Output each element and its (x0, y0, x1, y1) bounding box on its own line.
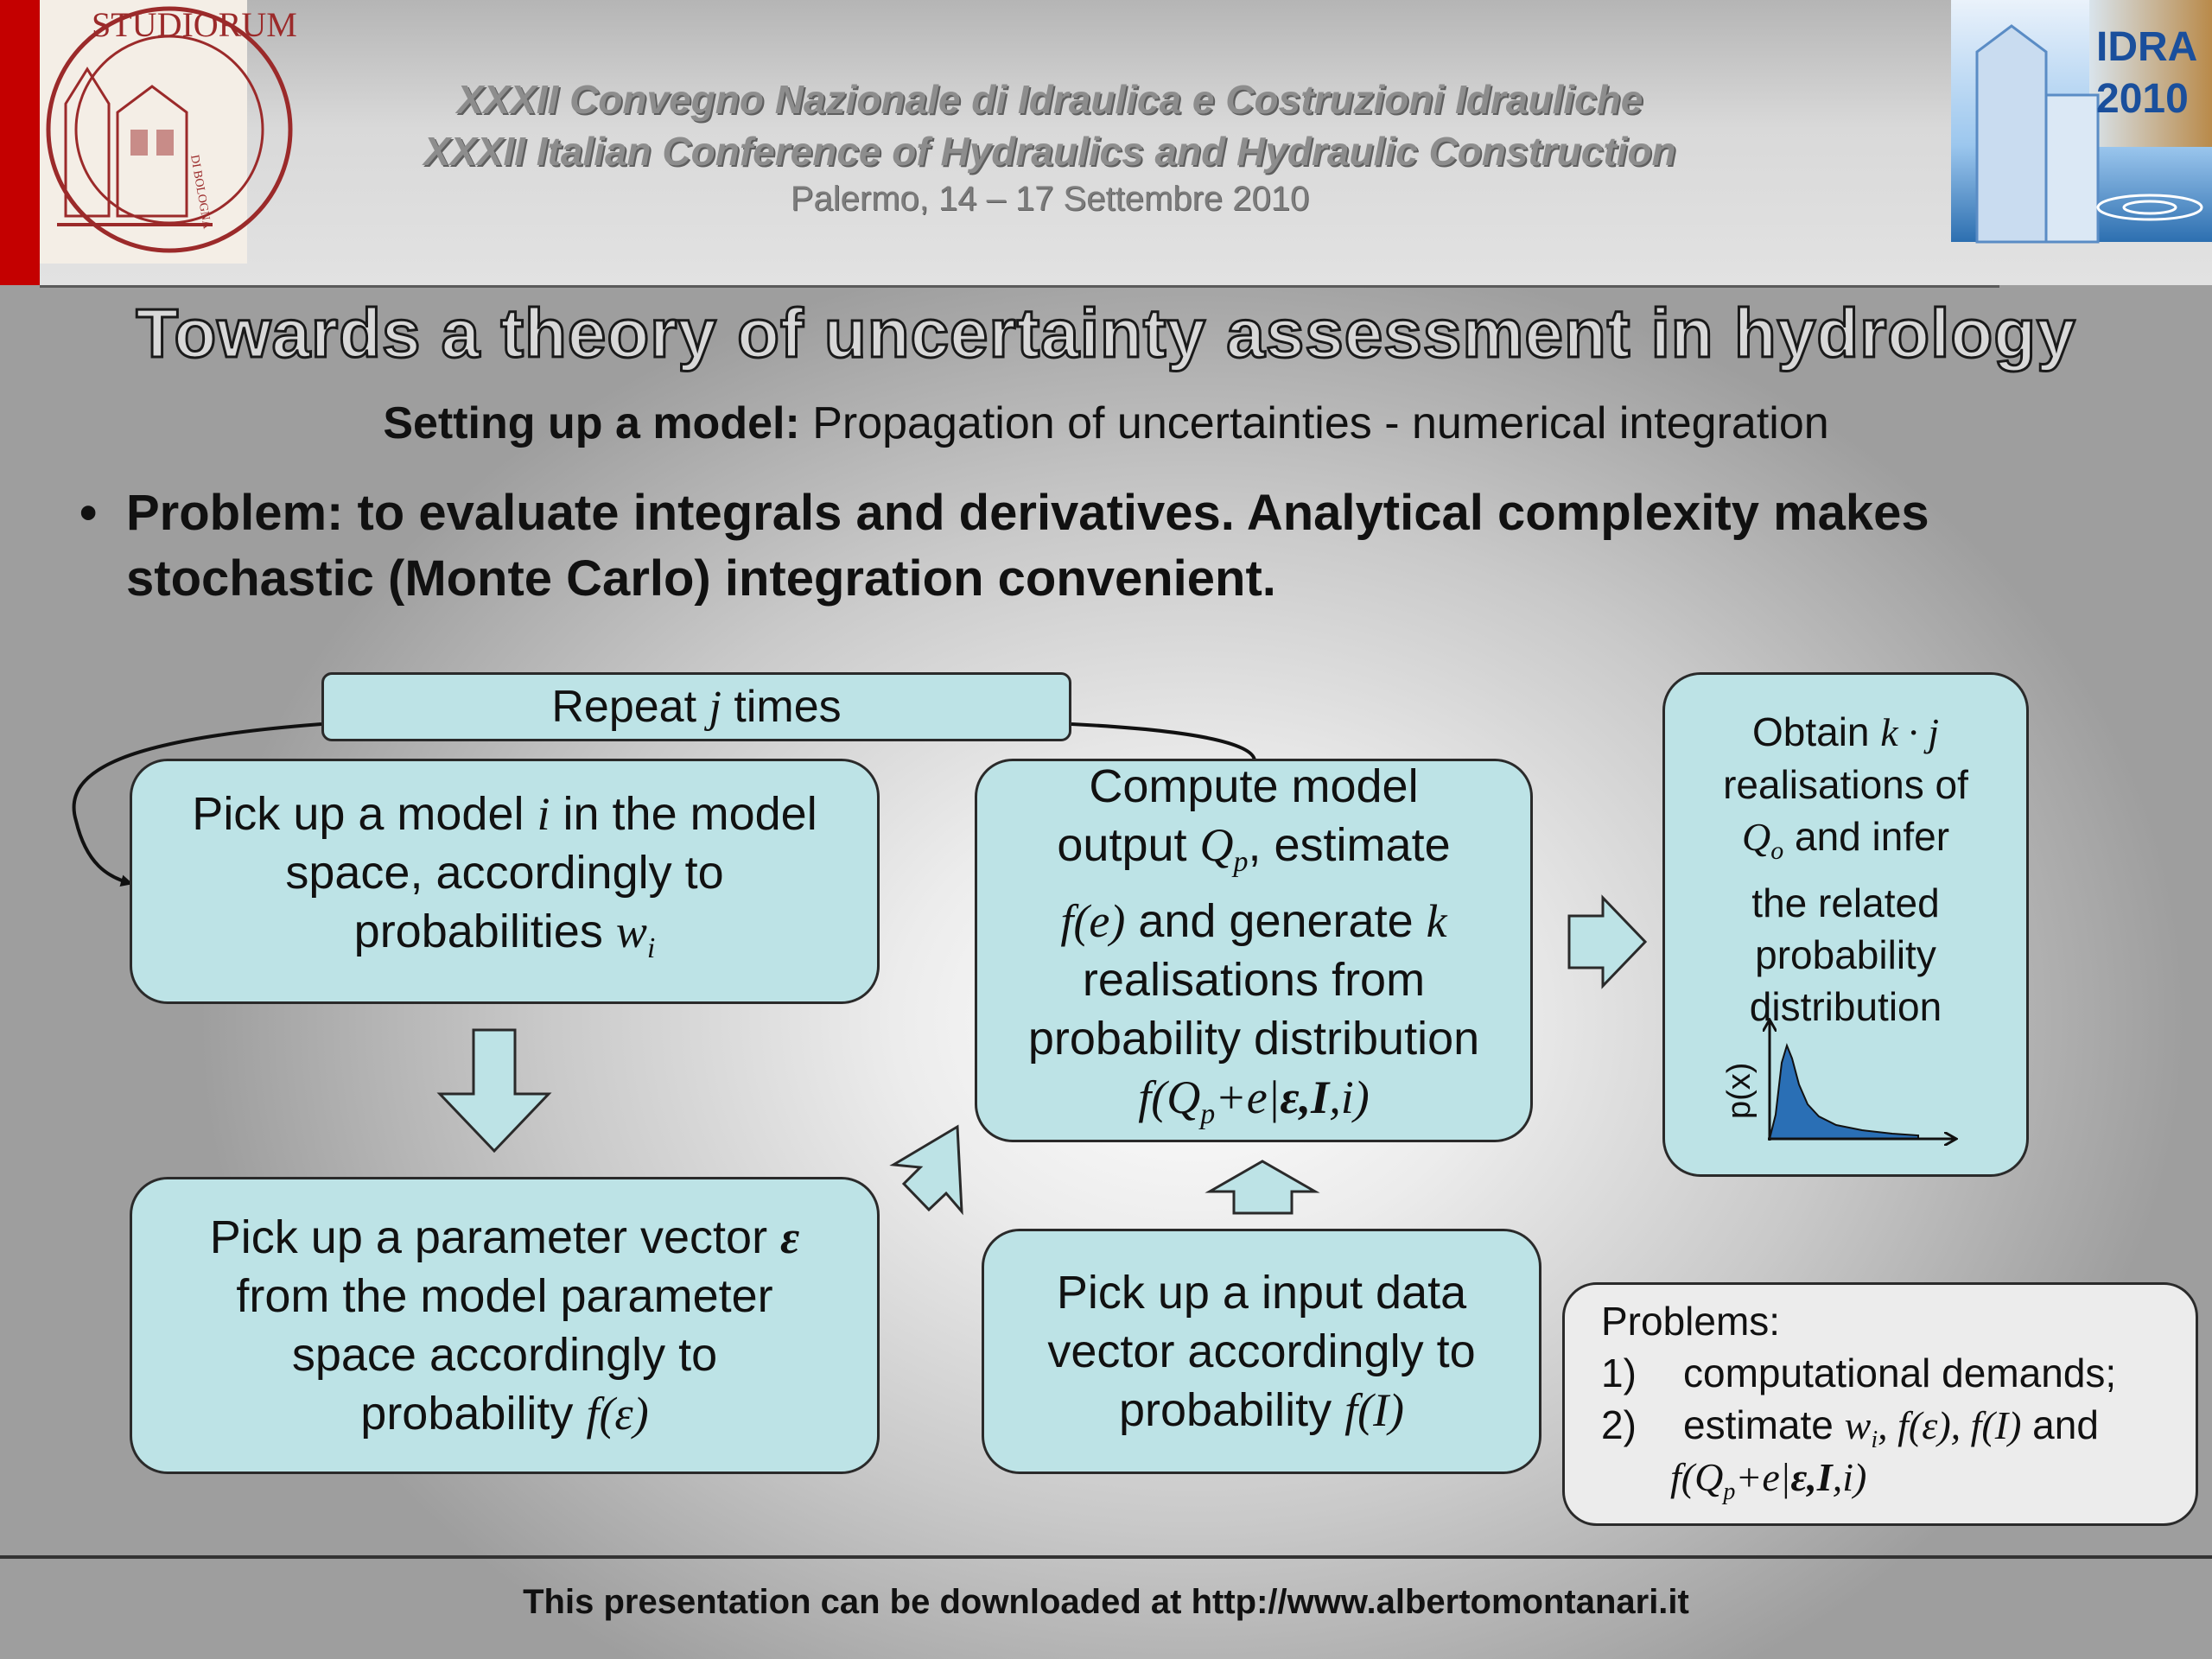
problem-item-2-cont (1601, 1451, 2196, 1506)
slide-subtitle (0, 397, 2212, 449)
param-l1: Pick up a parameter vector (209, 1211, 781, 1263)
conference-date: Palermo, 14 – 17 Settembre 2010 (790, 180, 1310, 218)
red-accent-bar (0, 0, 40, 285)
problem-2-c-sub: p (1723, 1478, 1736, 1506)
compute-l2a: output (1057, 819, 1200, 872)
obtain-l3a: and infer (1783, 814, 1950, 859)
compute-var-k: k (1426, 895, 1447, 947)
idra-2010-logo (1951, 0, 2212, 242)
seal-small-text: DI BOLOGNA (188, 154, 213, 231)
conference-title-italian: XXXII Convegno Nazionale di Idraulica e Costruzioni Idrauliche (456, 77, 1643, 122)
problem-2-e: ,i) (1832, 1455, 1867, 1499)
footer-download-text: This presentation can be downloaded at http://www.albertomontanari.it (523, 1583, 1689, 1621)
idra-logo-graphic (1951, 0, 2212, 242)
compute-l2b: , estimate (1248, 819, 1451, 872)
problem-2-d: +e| (1735, 1455, 1791, 1499)
problem-item-1 (1601, 1347, 2196, 1399)
problem-2-c: f(Q (1670, 1455, 1724, 1499)
param-l4: probability (360, 1388, 587, 1440)
obtain-l4: the related (1751, 880, 1940, 926)
problem-2-funcs: , f(ε), f(I) (1878, 1403, 2022, 1447)
compute-var-q-sub: p (1233, 846, 1249, 878)
problem-2-w-sub: i (1871, 1427, 1878, 1454)
model-l1b: in the model (550, 788, 817, 841)
pick-model-box (130, 759, 880, 1004)
compute-l5: probability distribution (1027, 1013, 1480, 1065)
obtain-l6: distribution (1749, 984, 1942, 1030)
repeat-post: times (721, 682, 842, 732)
compute-l4: realisations from (1082, 954, 1426, 1006)
slide-title: Towards a theory of uncertainty assessment in hydrology (136, 295, 2076, 372)
seal-text: STUDIORUM (92, 5, 297, 44)
problem-1-num: 1) (1601, 1351, 1637, 1395)
arrow-right (1569, 898, 1645, 986)
probability-distribution-plot (1711, 1011, 1970, 1166)
problem-2-bold: ε,I (1790, 1455, 1833, 1499)
compute-l6b: +e| (1215, 1071, 1281, 1123)
obtain-var-kj: k · j (1880, 710, 1939, 754)
problem-bullet (79, 480, 2171, 612)
input-l1: Pick up a input data (1056, 1267, 1467, 1319)
university-seal-logo (40, 0, 297, 264)
compute-l6s: p (1200, 1097, 1216, 1130)
obtain-var-q-sub: o (1770, 836, 1784, 866)
arrow-down (440, 1030, 549, 1151)
footer-divider (0, 1555, 2212, 1559)
compute-var-fe: f(e) (1060, 895, 1126, 947)
compute-l6a: f(Q (1138, 1071, 1201, 1123)
param-var-feps: f(ε) (586, 1388, 649, 1440)
model-var-w-sub: i (646, 931, 656, 964)
input-var-fi: f(I) (1344, 1384, 1405, 1436)
model-l3: probabilities (353, 906, 616, 958)
problem-2-and: and (2021, 1402, 2099, 1447)
loop-connector (1071, 724, 1255, 760)
header-divider (40, 285, 1999, 288)
repeat-var: j (709, 683, 721, 732)
problem-1-text: computational demands; (1683, 1351, 2117, 1395)
problems-title: Problems: (1601, 1299, 1781, 1344)
idra-year: 2010 (2096, 76, 2189, 122)
compute-l6c: ,i) (1329, 1071, 1370, 1123)
param-l2: from the model parameter (236, 1270, 773, 1322)
input-l3: probability (1118, 1384, 1345, 1436)
obtain-l5: probability (1755, 932, 1936, 978)
obtain-var-q: Q (1741, 815, 1771, 859)
subtitle-rest: Propagation of uncertainties - numerical integration (799, 398, 1829, 448)
subtitle-bold: Setting up a model: (383, 398, 800, 448)
pick-input-box (982, 1229, 1541, 1474)
param-var-eps: ε (780, 1211, 800, 1263)
idra-word: IDRA (2096, 24, 2198, 70)
pick-parameter-box (130, 1177, 880, 1474)
compute-l3a: and generate (1125, 895, 1427, 947)
model-var-i: i (537, 788, 550, 841)
compute-var-q: Q (1199, 819, 1234, 872)
param-l3: space accordingly to (291, 1329, 718, 1381)
seal-graphic (40, 0, 297, 264)
obtain-l2: realisations of (1723, 762, 1968, 807)
compute-l1: Compute model (1089, 760, 1419, 813)
model-l2: space, accordingly to (285, 847, 724, 899)
bullet-text: Problem: to evaluate integrals and derivatives. Analytical complexity makes stochastic (Monte Carlo) integration convenient. (126, 485, 1929, 607)
compute-l6bold: ε,I (1280, 1071, 1330, 1123)
model-l1a: Pick up a model (192, 788, 537, 841)
plot-ylabel: p(x) (1721, 1062, 1758, 1119)
problem-item-2 (1601, 1399, 2196, 1454)
repeat-pre: Repeat (551, 682, 709, 732)
compute-output-box (975, 759, 1533, 1142)
arrow-up (1210, 1161, 1315, 1213)
problems-box (1562, 1282, 2198, 1526)
problem-2-w: w (1844, 1403, 1872, 1447)
bullet-dot: • (79, 485, 98, 541)
model-var-w: w (615, 906, 647, 958)
input-l2: vector accordingly to (1047, 1325, 1476, 1377)
repeat-box (321, 672, 1071, 741)
problem-2-num: 2) (1601, 1402, 1637, 1447)
problem-2-text: estimate (1683, 1402, 1845, 1447)
arrow-diagonal (893, 1127, 962, 1211)
plot-density-curve (1770, 1046, 1918, 1139)
obtain-l1: Obtain (1751, 709, 1881, 754)
conference-title-english: XXXII Italian Conference of Hydraulics and Hydraulic Construction (423, 129, 1676, 174)
